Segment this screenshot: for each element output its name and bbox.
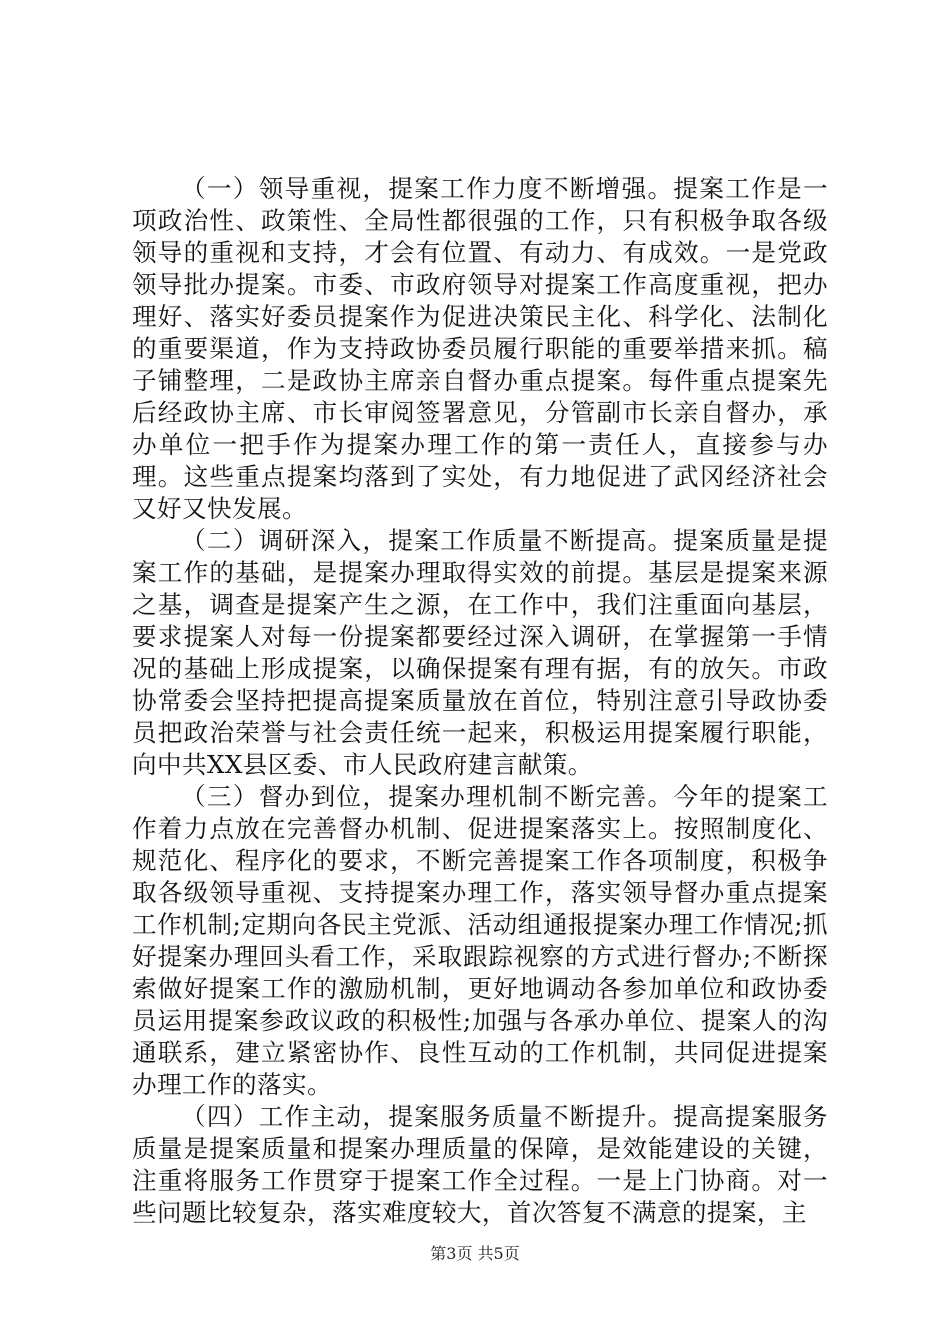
paragraph-4: （四）工作主动，提案服务质量不断提升。提高提案服务质量是提案质量和提案办理质量的保障，是效能建设的关键，注重将服务工作贯穿于提案工作全过程。一是上门协商。对一些问题比较复杂，落实难度较大，首次答复不满意的提案，主	[132, 1102, 828, 1227]
page-number-footer: 第3页 共5页	[430, 1244, 520, 1263]
paragraph-1: （一）领导重视，提案工作力度不断增强。提案工作是一项政治性、政策性、全局性都很强的工作，只有积极争取各级领导的重视和支持，才会有位置、有动力、有成效。一是党政领导批办提案。市委、市政府领导对提案工作高度重视，把办理好、落实好委员提案作为促进决策民主化、科学化、法制化的重要渠道，作为支持政协委员履行职能的重要举措来抓。稿子铺整理，二是政协主席亲自督办重点提案。每件重点提案先后经政协主席、市长审阅签署意见，分管副市长亲自督办，承办单位一把手作为提案办理工作的第一责任人，直接参与办理。这些重点提案均落到了实处，有力地促进了武冈经济社会又好又快发展。	[132, 174, 828, 523]
paragraph-3: （三）督办到位，提案办理机制不断完善。今年的提案工作着力点放在完善督办机制、促进提案落实上。按照制度化、规范化、程序化的要求，不断完善提案工作各项制度，积极争取各级领导重视、支持提案办理工作，落实领导督办重点提案工作机制;定期向各民主党派、活动组通报提案办理工作情况;抓好提案办理回头看工作，采取跟踪视察的方式进行督办;不断探索做好提案工作的激励机制，更好地调动各参加单位和政协委员运用提案参政议政的积极性;加强与各承办单位、提案人的沟通联系，建立紧密协作、良性互动的工作机制，共同促进提案办理工作的落实。	[132, 782, 828, 1099]
paragraph-2: （二）调研深入，提案工作质量不断提高。提案质量是提案工作的基础，是提案办理取得实效的前提。基层是提案来源之基，调查是提案产生之源，在工作中，我们注重面向基层，要求提案人对每一份提案都要经过深入调研，在掌握第一手情况的基础上形成提案，以确保提案有理有据，有的放矢。市政协常委会坚持把提高提案质量放在首位，特别注意引导政协委员把政治荣誉与社会责任统一起来，积极运用提案履行职能，向中共XX县区委、市人民政府建言献策。	[132, 526, 828, 779]
document-body	[132, 173, 828, 1229]
